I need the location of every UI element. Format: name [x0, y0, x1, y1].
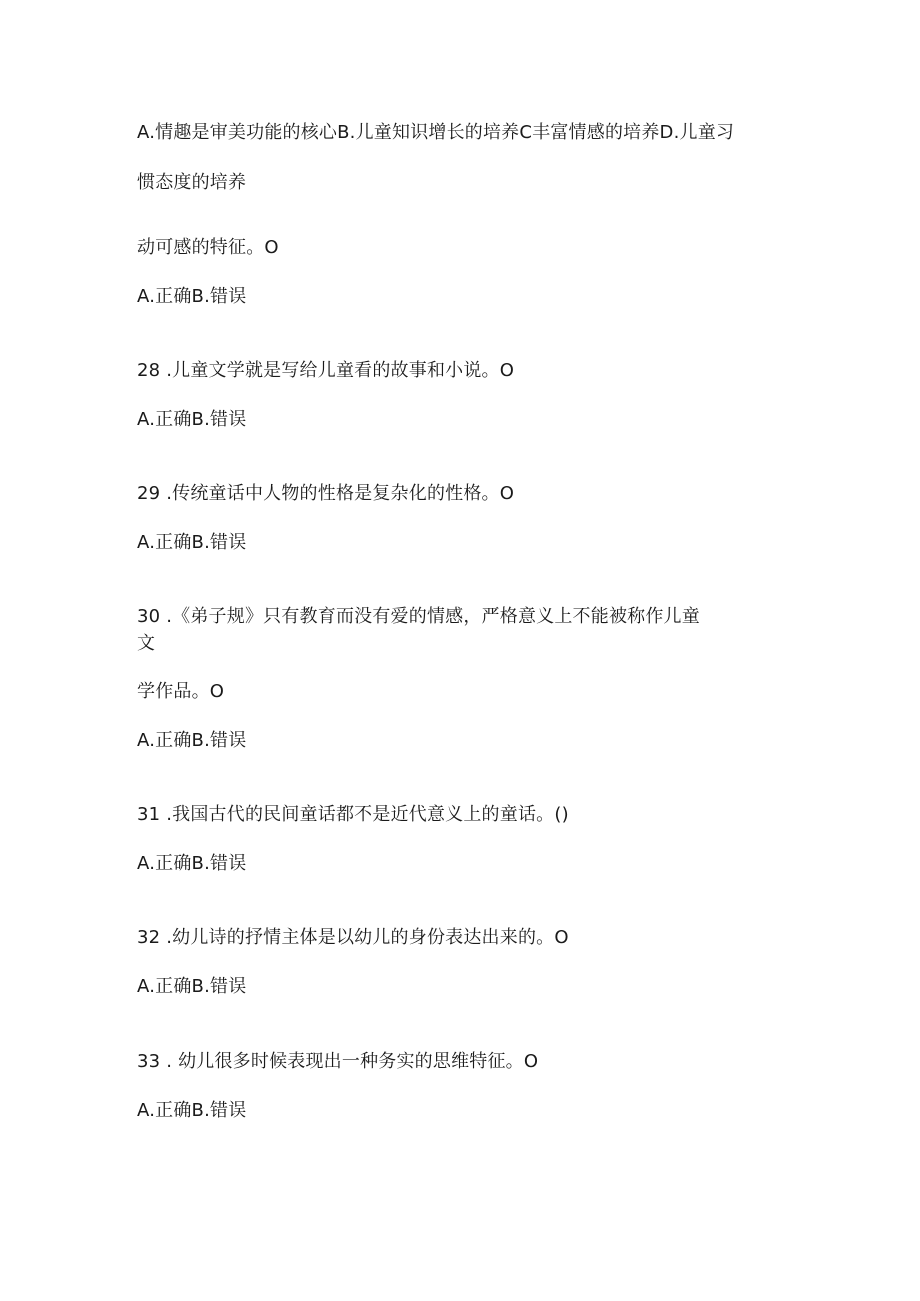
- question-30-wrap: 文: [137, 633, 156, 654]
- answer-options-33: A.正确B.错误: [137, 1100, 247, 1121]
- question-33: 33 . 幼儿很多时候表现出一种务实的思维特征。O: [137, 1051, 539, 1072]
- question-30: 30 .《弟子规》只有教育而没有爱的情感，严格意义上不能被称作儿童: [137, 606, 700, 627]
- option-line-q27: A.情趣是审美功能的核心B.儿童知识增长的培养C丰富情感的培养D.儿童习: [137, 122, 735, 143]
- answer-options-30: A.正确B.错误: [137, 730, 247, 751]
- question-29: 29 .传统童话中人物的性格是复杂化的性格。O: [137, 483, 515, 504]
- answer-options-31: A.正确B.错误: [137, 853, 247, 874]
- answer-options: A.正确B.错误: [137, 286, 247, 307]
- answer-options-32: A.正确B.错误: [137, 976, 247, 997]
- question-30-cont: 学作品。O: [137, 681, 225, 702]
- question-31: 31 .我国古代的民间童话都不是近代意义上的童话。(): [137, 804, 569, 825]
- answer-options-29: A.正确B.错误: [137, 532, 247, 553]
- answer-options-28: A.正确B.错误: [137, 409, 247, 430]
- question-32: 32 .幼儿诗的抒情主体是以幼儿的身份表达出来的。O: [137, 927, 569, 948]
- question-28: 28 .儿童文学就是写给儿童看的故事和小说。O: [137, 360, 515, 381]
- option-line-q27-cont: 惯态度的培养: [137, 172, 247, 193]
- question-text-continued: 动可感的特征。O: [137, 237, 279, 258]
